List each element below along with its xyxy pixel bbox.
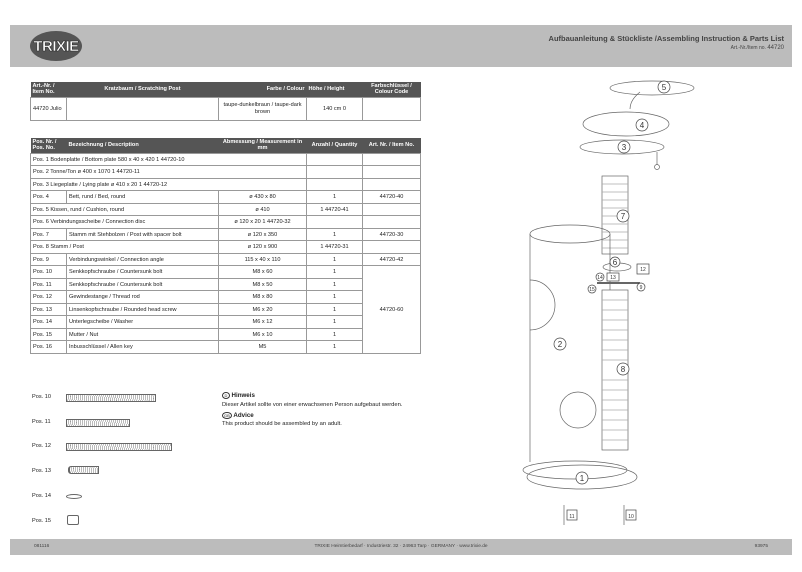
table-cell: 44720-40	[363, 191, 421, 204]
table-cell: 1	[307, 341, 363, 354]
table-cell: Pos. 7	[31, 228, 67, 241]
table-cell: 1	[307, 316, 363, 329]
label-3: 3	[621, 143, 627, 152]
flag-de-icon: D	[222, 392, 230, 399]
document-title: Aufbauanleitung & Stückliste /Assembling Instruction & Parts List	[548, 34, 784, 43]
bed-part	[583, 112, 669, 136]
trixie-logo: TRIXIE	[30, 31, 82, 61]
table-cell: 1	[307, 266, 363, 279]
label-10: 10	[628, 514, 634, 520]
table-cell: M8 x 60	[219, 266, 307, 279]
label-5: 5	[661, 83, 667, 92]
table-cell: Pos. 10	[31, 266, 67, 279]
hardware-label: Pos. 14	[32, 493, 51, 499]
table-cell: 115 x 40 x 110	[219, 253, 307, 266]
table-cell: 1 44720-41	[307, 203, 363, 216]
table-cell: M8 x 80	[219, 291, 307, 304]
note-en-text: This product should be assembled by an adult.	[222, 421, 342, 428]
table-cell: ø 120 x 900	[219, 241, 307, 254]
header-item-no: Art.-Nr. / Item No.	[31, 82, 67, 97]
table-cell: Linsenkopfschraube / Rounded head screw	[67, 303, 219, 316]
table-cell: Pos. 2 Tonne/Ton ø 400 x 1070 1 44720-11	[31, 166, 307, 179]
table-cell: M6 x 10	[219, 328, 307, 341]
table-cell: Pos. 9	[31, 253, 67, 266]
table-cell: 1	[307, 303, 363, 316]
table-cell: Pos. 16	[31, 341, 67, 354]
table-cell: Pos. 5 Kissen, rund / Cushion, round	[31, 203, 219, 216]
header-description: Bezeichnung / Description	[67, 138, 219, 153]
hardware-label: Pos. 10	[32, 394, 51, 400]
table-cell: 44720-30	[363, 228, 421, 241]
header-quantity: Anzahl / Quantity	[307, 138, 363, 153]
table-cell: Gewindestange / Thread rod	[67, 291, 219, 304]
table-cell: 1	[307, 253, 363, 266]
header-colour-code: Farbschlüssel / Colour Code	[363, 82, 421, 97]
hardware-label: Pos. 13	[32, 468, 51, 474]
cushion-part	[610, 81, 694, 95]
label-2: 2	[557, 340, 563, 349]
table-cell: 1 44720-31	[307, 241, 363, 254]
header-part-item-no: Art. Nr. / Item No.	[363, 138, 421, 153]
label-14: 14	[597, 275, 603, 281]
product-height: 140 cm 0	[307, 97, 363, 120]
label-4: 4	[639, 121, 645, 130]
table-cell: ø 120 x 20 1 44720-32	[219, 216, 307, 229]
note-en-title: Advice	[233, 411, 254, 419]
product-item-no: 44720 Julio	[31, 97, 67, 120]
table-cell: Stamm mit Stehbolzen / Post with spacer bolt	[67, 228, 219, 241]
table-cell: 1	[307, 191, 363, 204]
table-cell: M6 x 20	[219, 303, 307, 316]
table-cell: Pos. 12	[31, 291, 67, 304]
table-cell: M6 x 12	[219, 316, 307, 329]
footer-address: TRIXIE Heimtierbedarf · Industriestr. 32 · 24963 Tarp · GERMANY · www.trixie.de	[314, 544, 488, 549]
item-number-value: 44720	[767, 45, 784, 51]
bottom-plate-top	[523, 461, 627, 479]
table-cell: Verbindungswinkel / Connection angle	[67, 253, 219, 266]
table-cell: ø 120 x 350	[219, 228, 307, 241]
hardware-label: Pos. 15	[32, 518, 51, 524]
note-de-text: Dieser Artikel sollte von einer erwachsenen Person aufgebaut werden.	[222, 401, 403, 408]
hardware-label: Pos. 12	[32, 443, 51, 449]
table-cell: Bett, rund / Bed, round	[67, 191, 219, 204]
table-cell: Pos. 13	[31, 303, 67, 316]
table-cell: 1	[307, 228, 363, 241]
table-cell: Pos. 3 Liegeplatte / Lying plate ø 410 x 20 1 44720-12	[31, 178, 307, 191]
label-7: 7	[620, 212, 626, 221]
table-cell: Pos. 4	[31, 191, 67, 204]
header-colour: Farbe / Colour	[219, 82, 307, 97]
label-15: 15	[589, 287, 595, 293]
header-pos-no: Pos. Nr. / Pos. No.	[31, 138, 67, 153]
table-cell: Pos. 14	[31, 316, 67, 329]
footer-code: 93975	[754, 544, 768, 549]
table-cell: 1	[307, 291, 363, 304]
table-cell: Pos. 15	[31, 328, 67, 341]
label-1: 1	[579, 474, 585, 483]
table-cell: M5	[219, 341, 307, 354]
table-cell-item-no: 44720-60	[363, 266, 421, 354]
table-cell: Senkkopfschraube / Countersunk bolt	[67, 266, 219, 279]
label-13: 13	[610, 275, 616, 281]
flag-gb-icon: GB	[224, 412, 230, 418]
table-cell: 44720-42	[363, 253, 421, 266]
table-cell: 1	[307, 278, 363, 291]
header-product: Kratzbaum / Scratching Post	[67, 82, 219, 97]
table-cell: ø 430 x 80	[219, 191, 307, 204]
table-cell: Unterlegscheibe / Washer	[67, 316, 219, 329]
hardware-label: Pos. 11	[32, 419, 51, 425]
table-cell: ø 410	[219, 203, 307, 216]
note-de-title: Hinweis	[231, 392, 255, 399]
product-colour: taupe-dunkelbraun / taupe-dark brown	[219, 97, 307, 120]
label-6: 6	[612, 258, 618, 267]
label-12: 12	[640, 267, 646, 273]
table-cell: Inbusschlüssel / Allen key	[67, 341, 219, 354]
label-9: 9	[639, 285, 643, 291]
table-cell: Senkkopfschraube / Countersunk bolt	[67, 278, 219, 291]
label-8: 8	[620, 365, 626, 374]
header-measurement: Abmessung / Measurement in mm	[219, 138, 307, 153]
tube-top	[530, 225, 610, 243]
footer-band	[10, 539, 792, 555]
footer-date: 081116	[34, 544, 50, 549]
table-cell: 1	[307, 328, 363, 341]
label-11: 11	[569, 514, 575, 520]
header-height: Höhe / Height	[307, 82, 363, 97]
tube-window	[560, 392, 596, 428]
table-cell: Pos. 11	[31, 278, 67, 291]
table-cell: M8 x 50	[219, 278, 307, 291]
item-number-label: Art.-Nr./Item no.	[730, 45, 766, 51]
table-cell: Pos. 1 Bodenplatte / Bottom plate 580 x 40 x 420 1 44720-10	[31, 153, 307, 166]
tube-opening	[530, 280, 555, 330]
table-cell: Pos. 8 Stamm / Post	[31, 241, 219, 254]
table-cell: Pos. 6 Verbindungsscheibe / Connection disc	[31, 216, 219, 229]
table-cell: Mutter / Nut	[67, 328, 219, 341]
